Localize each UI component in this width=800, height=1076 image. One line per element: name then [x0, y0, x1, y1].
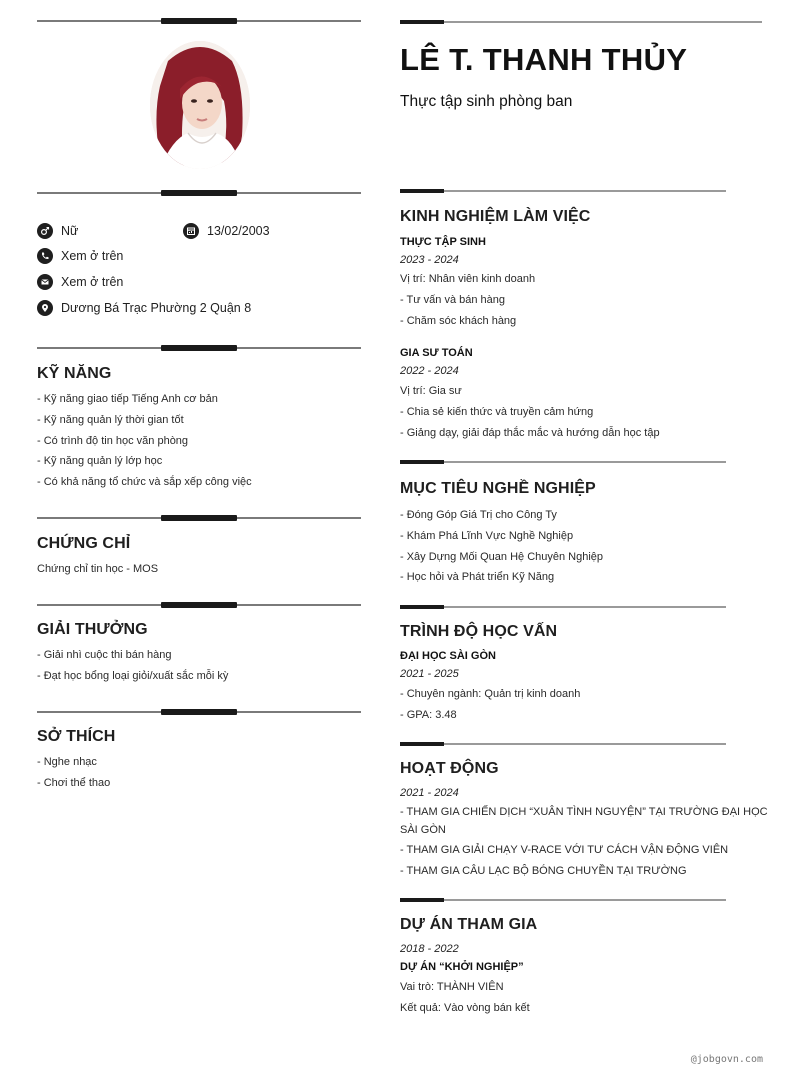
list-item: - Tư vấn và bán hàng: [400, 293, 506, 306]
list-item: - Kỹ năng quản lý lớp học: [37, 455, 163, 468]
skills-list: [37, 391, 252, 495]
list-item: - Nghe nhạc: [37, 756, 97, 768]
left-divider-certificates: [37, 517, 361, 519]
hobbies-list: [37, 754, 110, 796]
list-item: - Có trình độ tin học văn phòng: [37, 434, 189, 447]
gender-row: [37, 223, 78, 239]
certificates-list: [37, 561, 158, 582]
list-item: - Chuyên ngành: Quản trị kinh doanh: [400, 688, 581, 700]
location-icon: [37, 300, 53, 316]
activities-title: HOẠT ĐỘNG: [400, 760, 499, 777]
list-item: - Kỹ năng giao tiếp Tiếng Anh cơ bản: [37, 393, 218, 405]
list-item: SÀI GÒN: [400, 824, 446, 836]
education-period: 2021 - 2025: [400, 668, 459, 680]
avatar: [150, 41, 250, 169]
right-divider-activities: [400, 743, 726, 745]
list-item: - GPA: 3.48: [400, 708, 457, 721]
project-name: DỰ ÁN “KHỞI NGHIỆP”: [400, 961, 524, 973]
list-item: - Đóng Góp Giá Trị cho Công Ty: [400, 509, 557, 521]
projects-title: DỰ ÁN THAM GIA: [400, 916, 538, 933]
right-divider-education: [400, 606, 726, 608]
job-lines: [400, 383, 660, 445]
awards-list: [37, 647, 228, 689]
birthday-value: 13/02/2003: [207, 224, 270, 238]
email-value: Xem ở trên: [61, 275, 124, 289]
left-divider-top: [37, 20, 361, 22]
list-item: - THAM GIA CÂU LẠC BỘ BÓNG CHUYỀN TẠI TRƯỜNG: [400, 864, 687, 877]
calendar-icon: [183, 223, 199, 239]
job-title: THỰC TẬP SINH: [400, 236, 486, 248]
list-item: - Có khả năng tổ chức và sắp xếp công việc: [37, 476, 252, 489]
project-lines: [400, 979, 530, 1021]
gender-value: Nữ: [61, 224, 79, 238]
job-period: 2022 - 2024: [400, 365, 459, 377]
list-item: Vị trí: Nhân viên kinh doanh: [400, 273, 536, 285]
list-item: Kết quả: Vào vòng bán kết: [400, 1001, 530, 1014]
list-item: - Kỹ năng quản lý thời gian tốt: [37, 413, 184, 426]
left-divider-hobbies: [37, 711, 361, 713]
education-lines: [400, 686, 580, 728]
hobbies-title: SỞ THÍCH: [37, 728, 116, 745]
watermark: @jobgovn.com: [690, 1054, 763, 1065]
list-item: - THAM GIA GIẢI CHẠY V-RACE VỚI TƯ CÁCH VẬN ĐỘNG VIÊN: [400, 844, 729, 856]
list-item: - Đạt học bổng loại giỏi/xuất sắc mỗi kỳ: [37, 669, 229, 682]
objective-title: MỤC TIÊU NGHỀ NGHIỆP: [400, 480, 596, 497]
list-item: - Giảng dạy, giải đáp thắc mắc và hướng dẫn học tập: [400, 426, 660, 439]
school-name: ĐẠI HỌC SÀI GÒN: [400, 650, 496, 662]
education-title: TRÌNH ĐỘ HỌC VẤN: [400, 623, 558, 640]
right-divider-experience: [400, 190, 726, 192]
address-row: [37, 300, 251, 316]
list-item: - Khám Phá Lĩnh Vực Nghề Nghiệp: [400, 529, 574, 542]
left-divider-awards: [37, 604, 361, 606]
address-value: Dương Bá Trạc Phường 2 Quận 8: [61, 301, 252, 315]
left-divider-skills: [37, 347, 361, 349]
list-item: - Giải nhì cuộc thi bán hàng: [37, 649, 172, 661]
activities-list: [400, 804, 768, 884]
list-item: - Học hỏi và Phát triển Kỹ Năng: [400, 571, 555, 584]
list-item: - Xây Dựng Mối Quan Hệ Chuyên Nghiệp: [400, 550, 604, 563]
list-item: - Chia sẻ kiến thức và truyền cảm hứng: [400, 405, 594, 418]
experience-title: KINH NGHIỆM LÀM VIỆC: [400, 208, 591, 225]
phone-value: Xem ở trên: [61, 249, 124, 263]
list-item: - Chơi thể thao: [37, 776, 111, 789]
right-divider-objective: [400, 461, 726, 463]
job-period: 2023 - 2024: [400, 254, 459, 266]
list-item: Vị trí: Gia sư: [400, 385, 462, 397]
birthday-row: [183, 223, 270, 239]
left-divider-contact: [37, 192, 361, 194]
right-divider-top: [400, 21, 762, 23]
awards-title: GIẢI THƯỞNG: [37, 621, 148, 638]
activities-period: 2021 - 2024: [400, 787, 459, 799]
certificates-title: CHỨNG CHỈ: [37, 535, 131, 552]
list-item: - Chăm sóc khách hàng: [400, 314, 517, 327]
skills-title: KỸ NĂNG: [37, 365, 112, 382]
email-row: [37, 274, 123, 290]
email-icon: [37, 274, 53, 290]
phone-icon: [37, 248, 53, 264]
projects-period: 2018 - 2022: [400, 943, 459, 955]
gender-icon: [37, 223, 53, 239]
list-item: - THAM GIA CHIẾN DỊCH “XUÂN TÌNH NGUYỆN” TẠI TRƯỜNG ĐẠI HỌC: [400, 806, 768, 818]
page-title: LÊ T. THANH THỦY: [400, 42, 688, 77]
objective-list: [400, 507, 603, 590]
job-title: GIA SƯ TOÁN: [400, 347, 473, 359]
right-divider-projects: [400, 899, 726, 901]
phone-row: [37, 248, 123, 264]
job-role: Thực tập sinh phòng ban: [400, 93, 573, 110]
list-item: Vai trò: THÀNH VIÊN: [400, 981, 504, 993]
list-item: Chứng chỉ tin học - MOS: [37, 563, 159, 575]
job-lines: [400, 271, 535, 333]
